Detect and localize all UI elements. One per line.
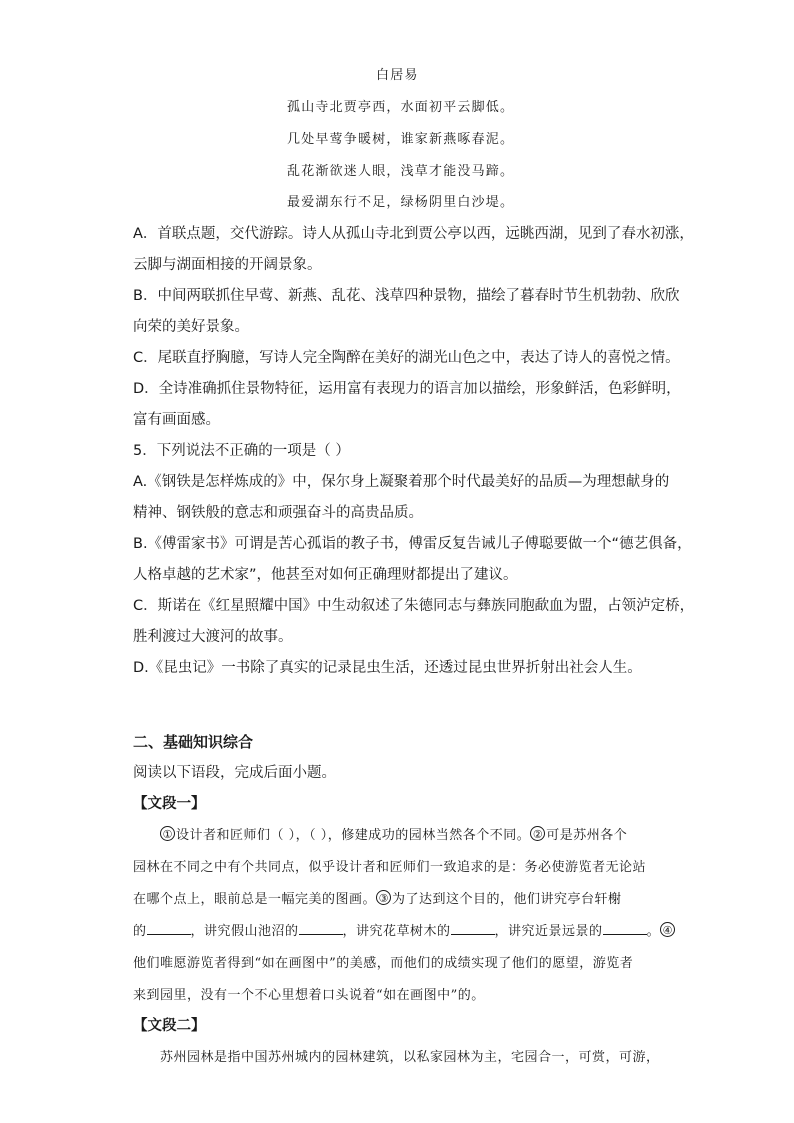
passage-2-line-1: 苏州园林是指中国苏州城内的园林建筑，以私家园林为主，宅园合一，可赏，可游， [160, 1050, 660, 1065]
q5-option-a-line2: 精神、钢铁般的意志和顽强奋斗的高贵品质。 [133, 505, 423, 521]
poem-author: 白居易 [376, 68, 419, 83]
sentence-number-2: ② [530, 826, 545, 841]
passage-1-line-2: 园林在不同之中有个共同点，似乎设计者和匠师们一致追求的是：务必使游览者无论站 [133, 860, 647, 875]
passage-1-label: 【文段一】 [133, 796, 206, 812]
passage-1-line-6: 来到园里，没有一个不心里想着口头说着“如在画图中”的。 [133, 988, 485, 1003]
sentence-number-4: ④ [660, 922, 675, 937]
q4-option-b-line1: B．中间两联抓住早莺、新燕、乱花、浅草四种景物，描绘了暮春时节生机勃勃、欣欣 [133, 288, 680, 304]
q4-option-d-line2: 富有画面感。 [133, 412, 220, 428]
answer-blank-4[interactable] [603, 922, 647, 935]
poem-line-2: 几处早莺争暖树，谁家新燕啄春泥。 [287, 132, 515, 147]
q5-option-a-line1: A.《钢铁是怎样炼成的》中，保尔身上凝聚着那个时代最美好的品质—为理想献身的 [133, 474, 670, 490]
q5-option-b-line2: 人格卓越的艺术家”，他甚至对如何正确理财都提出了建议。 [133, 567, 518, 583]
sentence-number-3: ③ [376, 890, 391, 905]
q4-option-a-line2: 云脚与湖面相接的开阔景象。 [133, 257, 322, 273]
q4-option-b-line2: 向荣的美好景象。 [133, 319, 249, 335]
q4-option-a-line1: A．首联点题，交代游踪。诗人从孤山寺北到贾公亭以西，远眺西湖，见到了春水初涨， [133, 226, 694, 242]
q5-option-c-line2: 胜利渡过大渡河的故事。 [133, 629, 293, 645]
passage-1-line-3: 在哪个点上，眼前总是一幅完美的图画。 ③ 为了达到这个目的，他们讲究亭台轩榭 [133, 892, 622, 907]
poem-line-3: 乱花渐欲迷人眼，浅草才能没马蹄。 [287, 164, 515, 179]
poem-line-4: 最爱湖东行不足，绿杨阴里白沙堤。 [287, 195, 515, 210]
passage-2-label: 【文段二】 [133, 1018, 206, 1034]
section-2-instruction: 阅读以下语段，完成后面小题。 [133, 765, 336, 781]
passage-1-line-5: 他们唯愿游览者得到“如在画图中”的美感，而他们的成绩实现了他们的愿望，游览者 [133, 956, 634, 971]
q4-option-c-line1: C．尾联直抒胸臆，写诗人完全陶醉在美好的湖光山色之中，表达了诗人的喜悦之情。 [133, 350, 680, 366]
q5-stem: 5．下列说法不正确的一项是（ ） [133, 443, 350, 459]
passage-1-line-1: ① 设计者和匠师们（ ），（ ），修建成功的园林当然各个不同。 ② 可是苏州各个 [160, 826, 627, 846]
q4-option-d-line1: D．全诗准确抓住景物特征，运用富有表现力的语言加以描绘，形象鲜活，色彩鲜明， [133, 381, 681, 397]
q5-option-d-line1: D.《昆虫记》一书除了真实的记录昆虫生活，还透过昆虫世界折射出社会人生。 [133, 660, 642, 676]
q5-option-b-line1: B.《傅雷家书》可谓是苦心孤诣的教子书，傅雷反复告诫儿子傅聪要做一个“德艺俱备， [133, 536, 692, 552]
q5-option-c-line1: C．斯诺在《红星照耀中国》中生动叙述了朱德同志与彝族同胞歃血为盟，占领泸定桥， [133, 598, 695, 614]
answer-blank-3[interactable] [451, 922, 495, 935]
answer-blank-1[interactable] [147, 922, 191, 935]
section-2-heading: 二、基础知识综合 [133, 733, 254, 751]
answer-blank-2[interactable] [299, 922, 343, 935]
poem-line-1: 孤山寺北贾亭西，水面初平云脚低。 [287, 100, 515, 115]
passage-1-line-4: 的 ，讲究假山池沼的 ，讲究花草树木的 ，讲究近景远景的 。 ④ [133, 922, 676, 942]
sentence-number-1: ① [160, 826, 175, 841]
